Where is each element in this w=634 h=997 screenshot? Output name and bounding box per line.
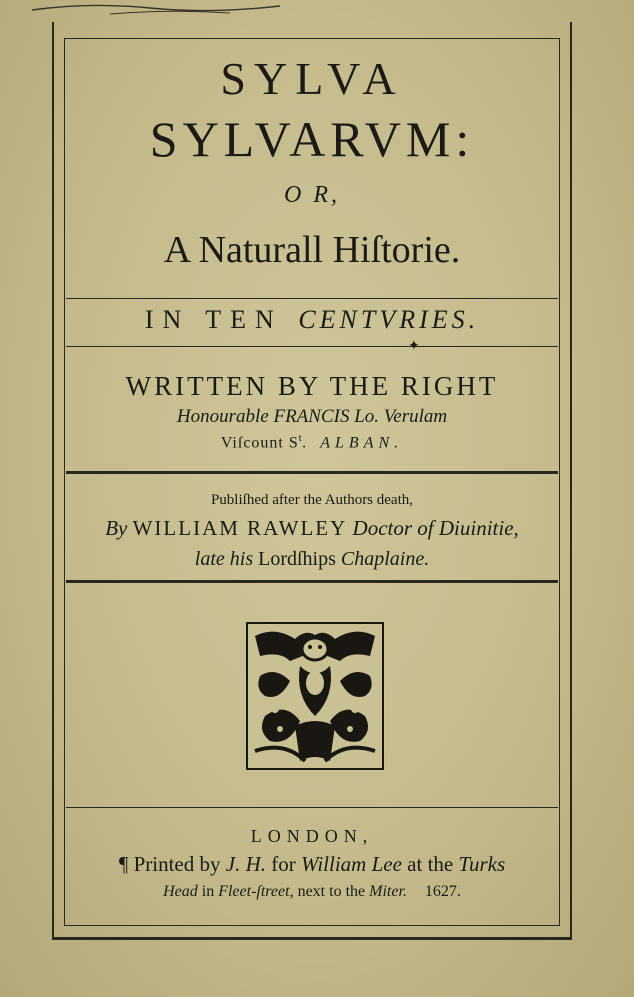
or-word: O R, [284, 182, 340, 208]
editor-name: WILLIAM RAWLEY [132, 516, 348, 540]
pilcrow-mark: ¶ [118, 852, 129, 876]
rule-2 [66, 346, 558, 347]
centuries-line [66, 305, 558, 335]
inner-frame [64, 38, 560, 926]
title-line-1: SYLVA [220, 53, 404, 104]
next-to-the: next to the [297, 883, 366, 900]
imprint-line-1 [66, 852, 558, 877]
head-word: Head [163, 883, 198, 900]
lordships-word: Lordſhips [258, 548, 336, 570]
by-word: By [105, 516, 128, 540]
author-line-1: WRITTEN BY THE RIGHT [125, 371, 499, 401]
late-his: late his [194, 548, 254, 570]
street-name: Fleet-ſtreet, [218, 883, 294, 900]
printer-initials: J. H. [225, 852, 266, 876]
title-line-2: SYLVARVM: [149, 111, 475, 167]
publisher-line-3 [66, 548, 558, 571]
rule-3 [66, 471, 558, 474]
editor-title: Doctor of Diuinitie, [352, 516, 519, 540]
at-the: at the [407, 852, 454, 876]
publisher-line-1: Publiſhed after the Authors death, [210, 492, 414, 508]
rule-4 [66, 580, 558, 583]
chaplaine-word: Chaplaine. [340, 548, 430, 570]
miter-word: Miter. [369, 883, 407, 900]
printed-by: Printed by [133, 852, 221, 876]
subtitle: A Naturall Hiſtorie. [163, 229, 461, 271]
saint-sup: t [298, 433, 303, 444]
publisher-line-2 [66, 516, 558, 541]
woodcut-grotesque-mask-ornament-icon [245, 621, 385, 771]
bookseller-name: William Lee [301, 852, 402, 876]
viscount-word: Viſcount S [220, 434, 299, 452]
pointer-mark: ✦ [408, 339, 420, 354]
imprint-line-2 [66, 883, 558, 901]
author-line-2: Honourable FRANCIS Lo. Verulam [176, 406, 448, 427]
for-word: for [271, 852, 296, 876]
imprint-city: LONDON, [250, 826, 374, 846]
shop-sign: Turks [458, 852, 506, 876]
top-pen-stroke [30, 0, 330, 18]
rule-1 [66, 298, 558, 299]
centuries-word: CENTVRIES. [298, 305, 480, 334]
alban-name: . ALBAN. [302, 434, 404, 452]
centuries-prefix: IN TEN [144, 305, 283, 334]
author-line-3 [66, 433, 558, 452]
rule-5 [66, 807, 558, 808]
publication-year: 1627. [424, 883, 461, 900]
in-word: in [201, 883, 215, 900]
